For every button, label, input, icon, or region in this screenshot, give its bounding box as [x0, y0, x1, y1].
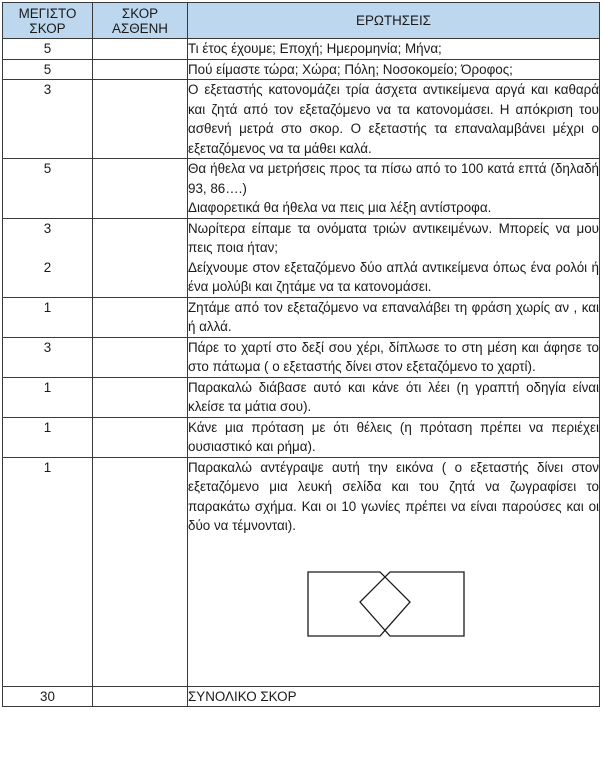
question-cell: Πού είμαστε τώρα; Χώρα; Πόλη; Νοσοκομείο; Όροφος; [188, 59, 600, 80]
table-row [3, 218, 600, 297]
table-row [3, 39, 600, 60]
table-row [3, 337, 600, 377]
table-row [3, 457, 600, 686]
patient-score-cell[interactable] [93, 297, 188, 337]
patient-score-cell[interactable] [93, 59, 188, 80]
max-score-cell [3, 218, 93, 297]
max-score-cell: 5 [3, 39, 93, 60]
total-label: ΣΥΝΟΛΙΚΟ ΣΚΟΡ [188, 686, 600, 707]
right-pentagon [360, 572, 464, 636]
question-line: Νωρίτερα είπαμε τα ονόματα τριών αντικειμένων. Μπορείς να μου πεις ποια ήταν; [188, 220, 599, 255]
question-cell: Παρακαλώ διάβασε αυτό και κάνε ότι λέει (η γραπτή οδηγία είναι κλείσε τα μάτια σου). [188, 377, 600, 417]
max-score-cell: 1 [3, 377, 93, 417]
table-row [3, 377, 600, 417]
questions-header: ΕΡΩΤΗΣΕΙΣ [188, 3, 600, 39]
patient-score-header: ΣΚΟΡ ΑΣΘΕΝΗ [93, 3, 188, 39]
question-line: Διαφορετικά θα ήθελα να πεις μια λέξη αντίστροφα. [188, 200, 492, 215]
question-line: Δείχνουμε στον εξεταζόμενο δύο απλά αντικείμενα όπως ένα ρολόι ή ένα μολύβι και ζητάμε να τα κατονομάσει. [188, 259, 599, 294]
max-score-cell: 1 [3, 417, 93, 457]
max-score-cell: 1 [3, 297, 93, 337]
max-score-value: 3 [43, 220, 52, 236]
max-score-cell: 5 [3, 59, 93, 80]
patient-score-cell[interactable] [93, 80, 188, 159]
mmse-table [2, 2, 600, 707]
patient-score-cell[interactable] [93, 218, 188, 297]
max-score-cell: 5 [3, 159, 93, 219]
question-cell: Κάνε μια πρόταση με ότι θέλεις (η πρόταση πρέπει να περιέχει ουσιαστικό και ρήμα). [188, 417, 600, 457]
patient-score-cell[interactable] [93, 377, 188, 417]
question-cell: Πάρε το χαρτί στο δεξί σου χέρι, δίπλωσε το στη μέση και άφησε το στο πάτωμα ( ο εξεταστής δίνει στον εξεταζόμενο το χαρτί). [188, 337, 600, 377]
question-cell: Ο εξεταστής κατονομάζει τρία άσχετα αντικείμενα αργά και καθαρά και ζητά από τον εξεταζόμενο να τα κατονομάσει. Η απόκριση του ασθενή μετρά στο σκορ. Ο εξεταστής τα επαναλαμβάνει μέχρι ο εξεταζόμενος να τα μάθει καλά. [188, 80, 600, 159]
max-score-cell: 1 [3, 457, 93, 686]
max-score-cell: 3 [3, 337, 93, 377]
figure-area [188, 536, 599, 686]
table-row [3, 297, 600, 337]
max-score-value: 2 [43, 259, 52, 275]
total-max-score: 30 [3, 686, 93, 707]
total-patient-score[interactable] [93, 686, 188, 707]
question-cell [188, 457, 600, 686]
table-row [3, 159, 600, 219]
question-line: Θα ήθελα να μετρήσεις προς τα πίσω από το 100 κατά επτά (δηλαδή 93, 86….) [188, 161, 599, 196]
patient-score-cell[interactable] [93, 337, 188, 377]
header-row [3, 3, 600, 39]
patient-score-cell[interactable] [93, 39, 188, 60]
patient-score-cell[interactable] [93, 417, 188, 457]
table-row [3, 59, 600, 80]
patient-score-cell[interactable] [93, 457, 188, 686]
question-cell: Ζητάμε από τον εξεταζόμενο να επαναλάβει τη φράση χωρίς αν , και ή αλλά. [188, 297, 600, 337]
total-row [3, 686, 600, 707]
question-text: Παρακαλώ αντέγραψε αυτή την εικόνα ( ο εξεταστής δίνει στον εξεταζόμενο μια λευκή σελίδα και του ζητά να ζωγραφίσει το παρακάτω σχήμα. Και οι 10 γωνίες πρέπει να είναι παρούσες και οι δύο να τέμνονται). [188, 459, 599, 533]
question-cell [188, 159, 600, 219]
table-row [3, 417, 600, 457]
max-score-cell: 3 [3, 80, 93, 159]
intersecting-pentagons-figure [306, 550, 466, 650]
patient-score-cell[interactable] [93, 159, 188, 219]
question-cell [188, 218, 600, 297]
question-cell: Τι έτος έχουμε; Εποχή; Ημερομηνία; Μήνα; [188, 39, 600, 60]
max-score-header: ΜΕΓΙΣΤΟ ΣΚΟΡ [3, 3, 93, 39]
table-row [3, 80, 600, 159]
left-pentagon [308, 572, 410, 636]
